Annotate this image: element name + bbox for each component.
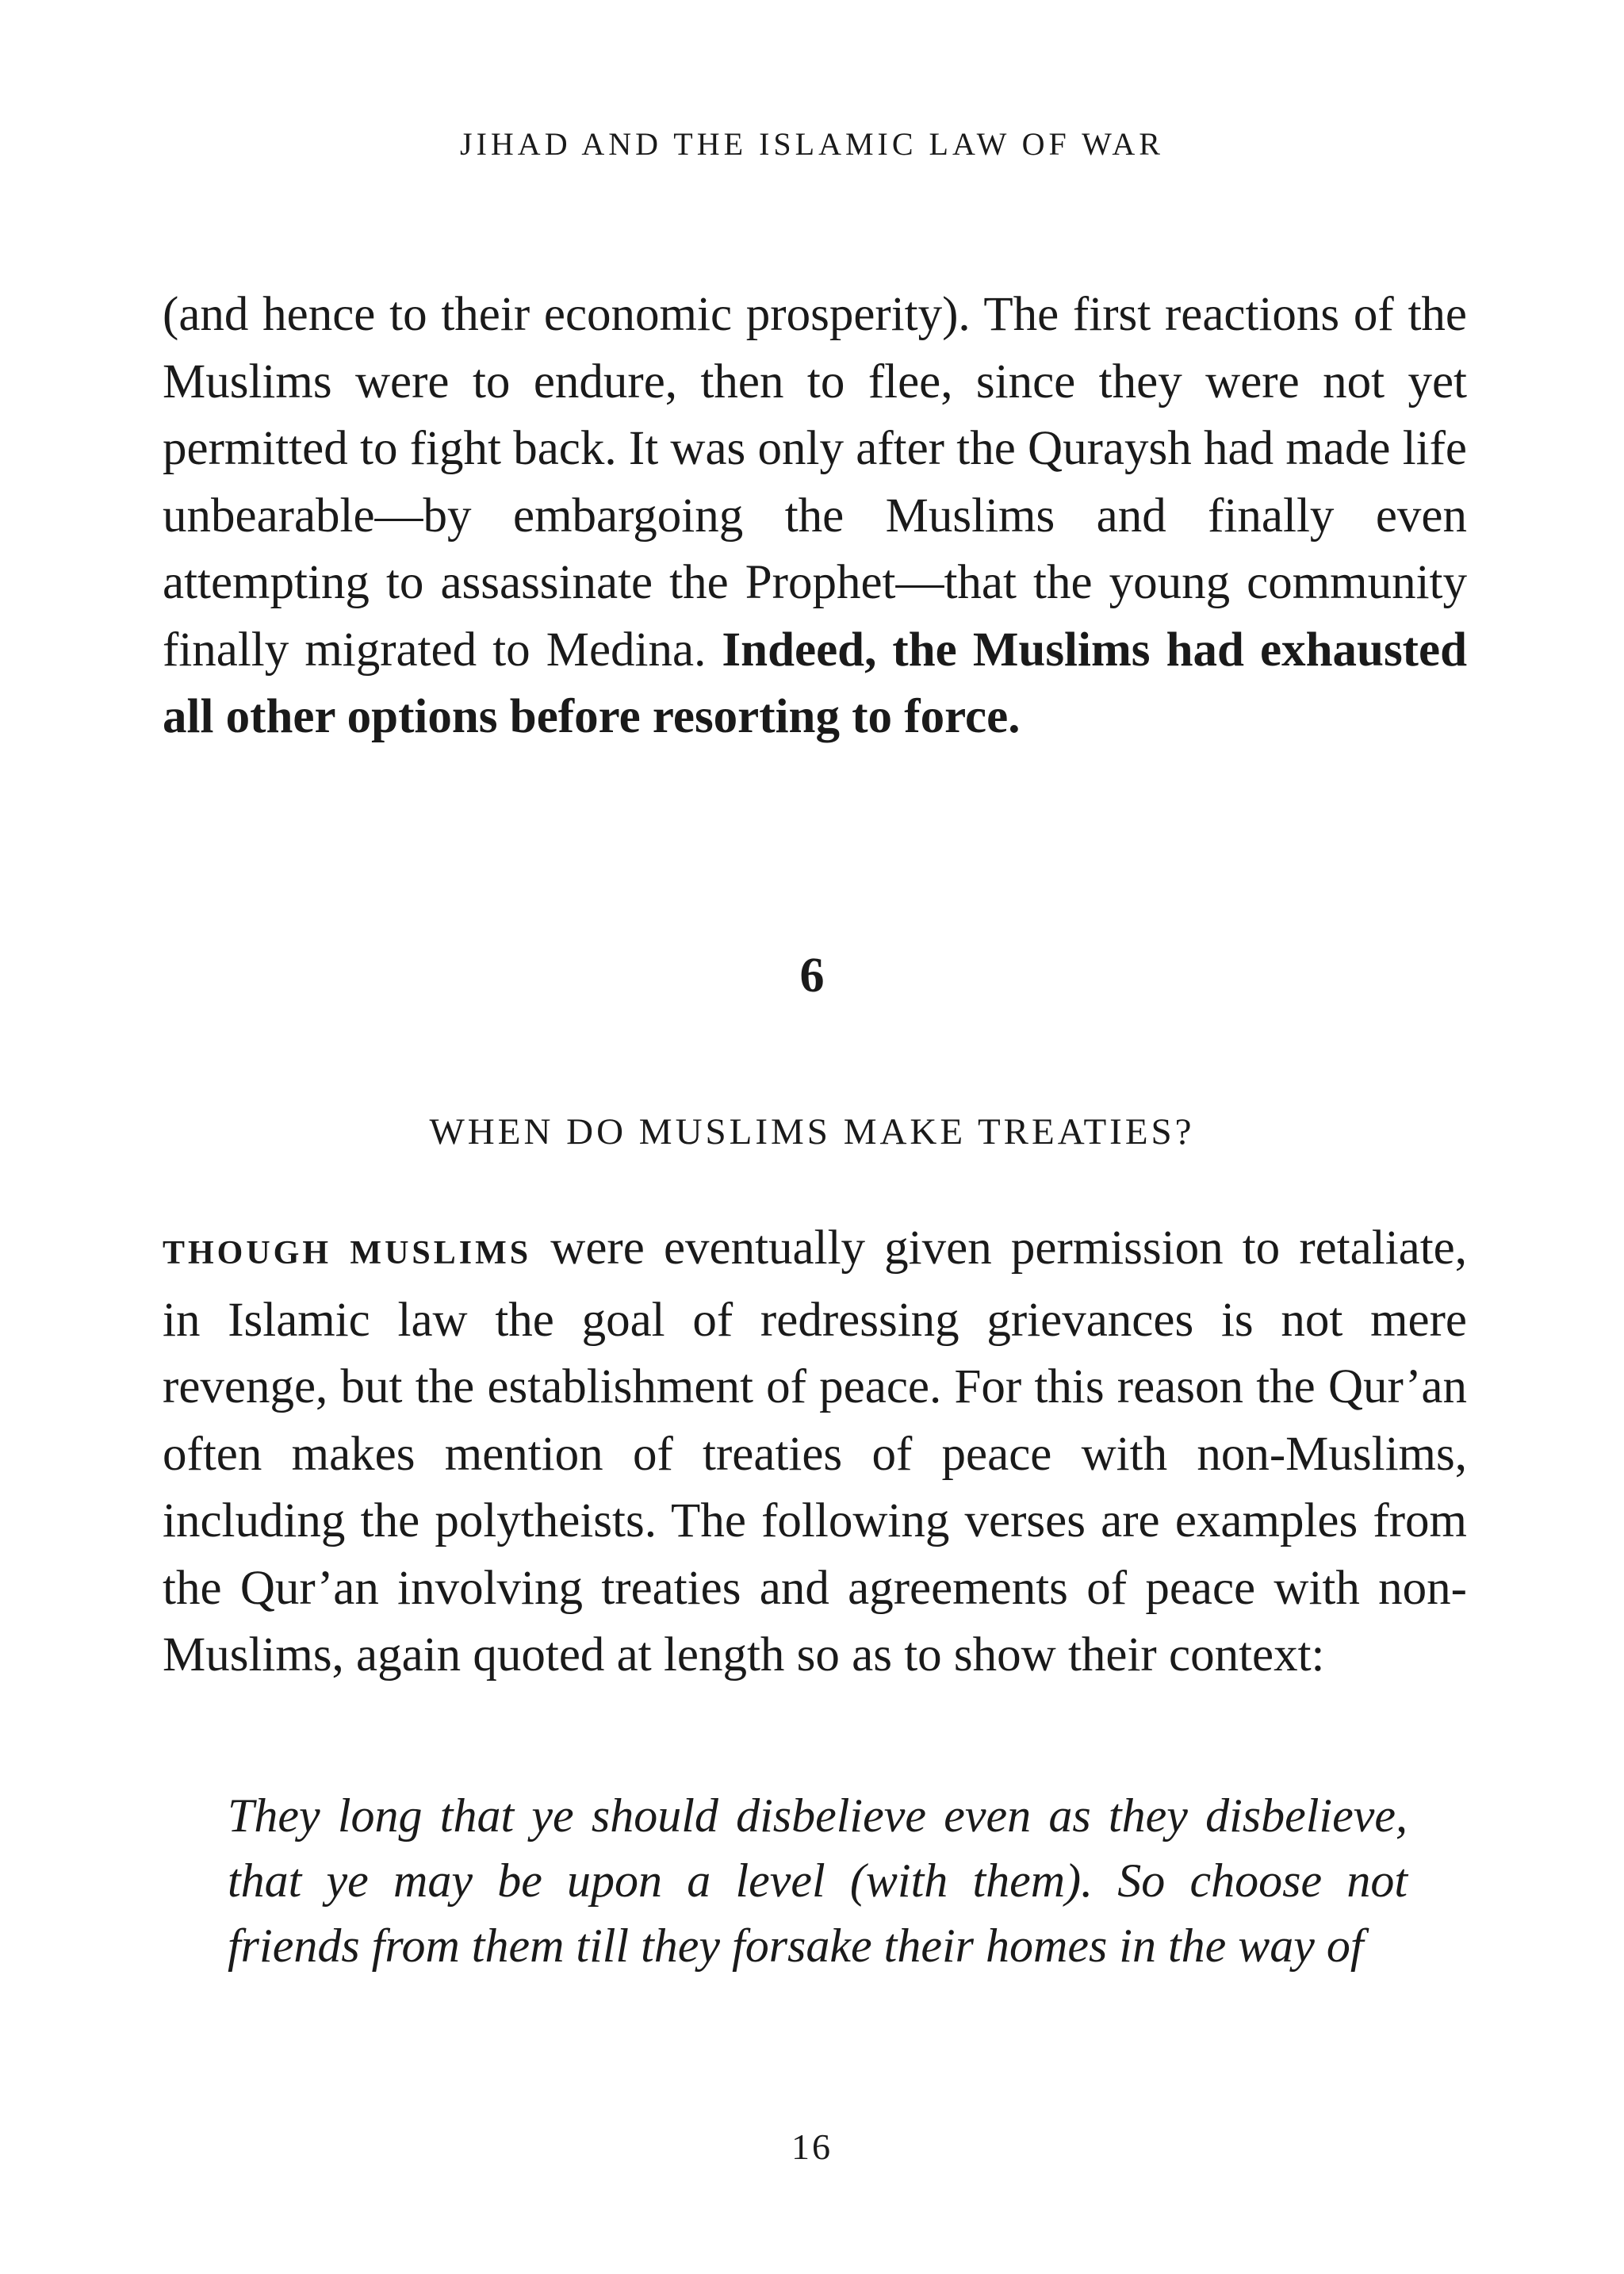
chapter-number: 6 [799,949,825,1003]
running-head: JIHAD AND THE ISLAMIC LAW OF WAR [460,126,1164,162]
body-paragraph [163,282,1467,751]
paragraph-lead-in: THOUGH MUSLIMS [163,1235,532,1271]
paragraph-text: were eventually given permission to retaliate, in Islamic law the goal of redressing grievances is not mere revenge, but the establishment of peace. For this reason the Qur’an often makes mention of treaties of peace with non-Muslims, including the polytheists. The following verses are examples from the Qur’an involving treaties and agreements of peace with non-Muslims, again quoted at length so as to show their context: [163,1221,1467,1682]
page-number: 16 [791,2126,833,2167]
bold-emphasis-text: Indeed, the Muslims had exhausted all other options before resorting to force. [163,623,1467,743]
body-paragraph [163,1215,1467,1689]
chapter-title: WHEN DO MUSLIMS MAKE TREATIES? [429,1111,1195,1152]
paragraph-text: (and hence to their economic prosperity). The first reactions of the Muslims were to endure, then to flee, since they were not yet permitted to fight back. It was only after the Quraysh had made life unbearable—by embargoing the Muslims and finally even attempting to assassinate the Prophet—that the young community finally migrated to Medina. [163,288,1467,677]
block-quote: They long that ye should disbelieve even as they disbelieve, that ye may be upon a level (with them). So choose not friends from them till they forsake their homes in the way of [228,1789,1408,1972]
